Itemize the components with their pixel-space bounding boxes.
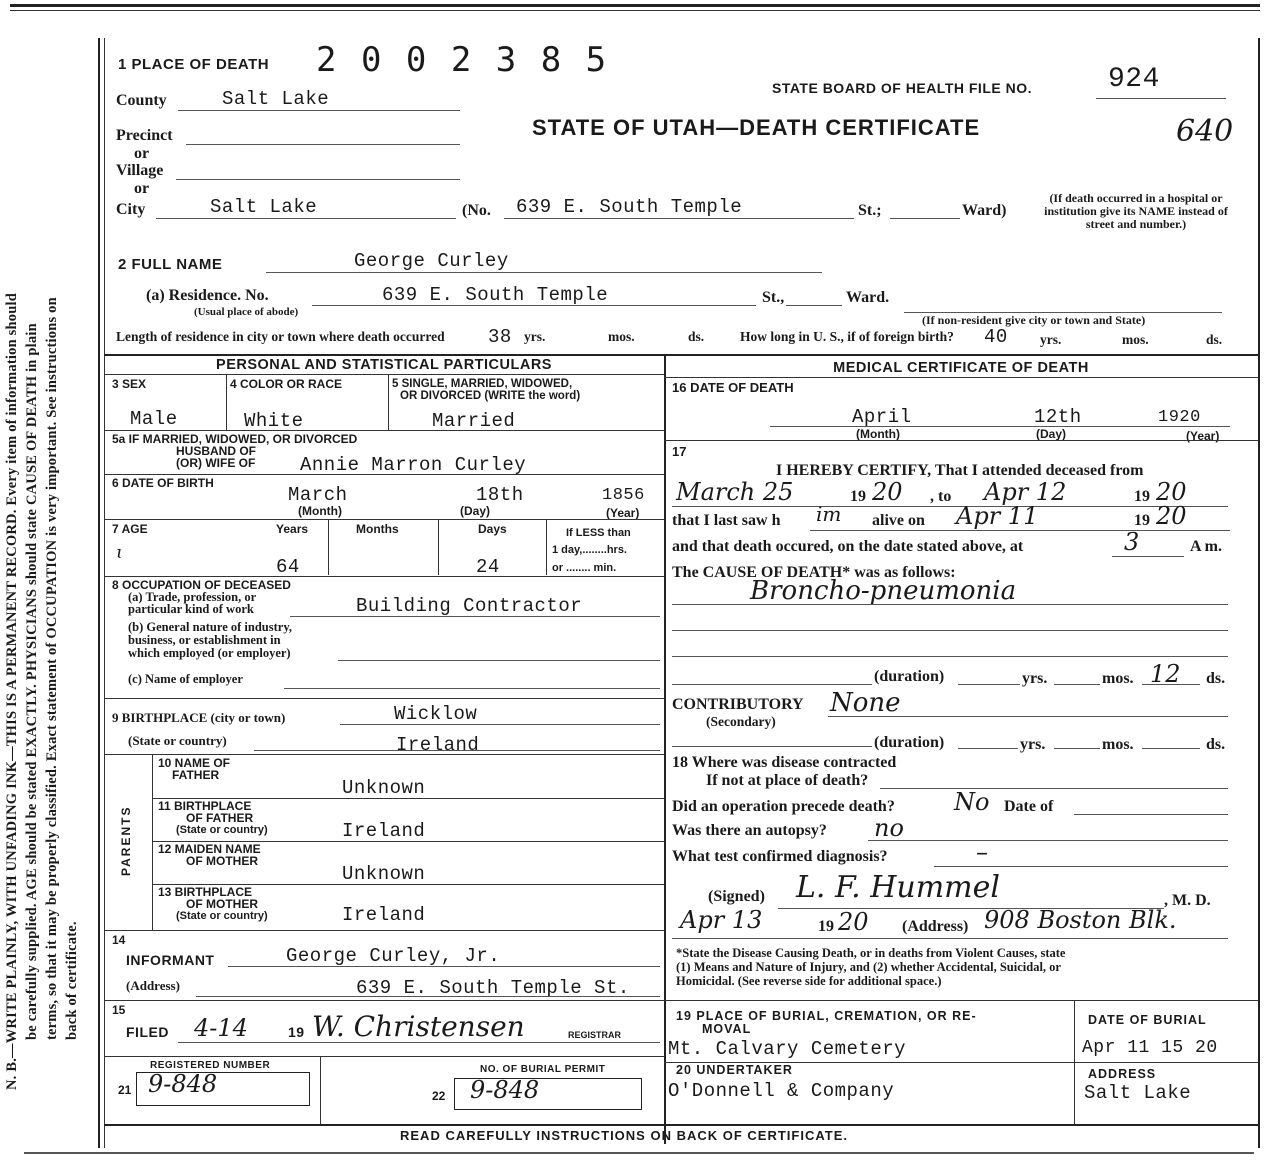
q18-label-1: 18 Where was disease contracted xyxy=(672,754,897,771)
residence-st-label: St., xyxy=(762,289,785,306)
dod-label: 16 DATE OF DEATH xyxy=(672,380,794,395)
informant-label: INFORMANT xyxy=(126,952,215,968)
top-border-inner xyxy=(10,10,1260,11)
spouse-label-1: 5a IF MARRIED, WIDOWED, OR DIVORCED xyxy=(112,432,358,446)
mother-name-label-2: OF MOTHER xyxy=(186,854,258,868)
address-label: (Address) xyxy=(902,918,969,935)
filed-label: FILED xyxy=(126,1024,169,1040)
mother-bp-label-3: (State or country) xyxy=(176,910,268,922)
parents-label: PARENTS xyxy=(119,805,133,876)
operation-label: Did an operation precede death? xyxy=(672,798,895,815)
registrar-label: REGISTRAR xyxy=(568,1030,622,1040)
color-value: White xyxy=(244,410,304,432)
autopsy-value: no xyxy=(874,814,904,842)
last-saw-label: that I last saw h xyxy=(672,512,781,529)
medical-section-title: MEDICAL CERTIFICATE OF DEATH xyxy=(833,360,1089,376)
no-label: (No. xyxy=(462,202,491,219)
alive-date: Apr 11 xyxy=(956,502,1039,530)
father-bp-label-2: OF FATHER xyxy=(186,811,254,825)
full-name-value: George Curley xyxy=(354,250,509,272)
dod-day: 12th xyxy=(1034,406,1082,428)
operation-value: No xyxy=(954,788,990,816)
less-than-1: If LESS than xyxy=(566,527,631,539)
precinct-label: Precinct xyxy=(116,127,173,144)
permit-num: 9-848 xyxy=(470,1076,540,1104)
certify-text: I HEREBY CERTIFY, That I attended deceased from xyxy=(776,462,1144,479)
am-label: A m. xyxy=(1190,538,1222,555)
county-value: Salt Lake xyxy=(222,88,330,110)
residence-ward-label: Ward. xyxy=(846,289,890,306)
dod-day-sub: (Day) xyxy=(1036,427,1067,441)
mother-name-label-1: 12 MAIDEN NAME xyxy=(158,842,261,856)
mos-label: mos. xyxy=(608,329,635,344)
duration-yrs-2: yrs. xyxy=(1020,736,1046,753)
q18-label-2: If not at place of death? xyxy=(706,772,869,789)
county-label: County xyxy=(116,92,167,109)
father-name-label-2: FATHER xyxy=(172,768,220,782)
duration-mos-2: mos. xyxy=(1102,736,1134,753)
filed-date: 4-14 xyxy=(194,1014,248,1042)
footnote-2: (1) Means and Nature of Injury, and (2) whether Accidental, Suicidal, or xyxy=(676,960,1061,974)
or-2: or xyxy=(134,180,150,197)
undertaker-value: O'Donnell & Company xyxy=(668,1080,895,1102)
duration-mos: mos. xyxy=(1102,670,1134,687)
father-name: Unknown xyxy=(342,777,426,799)
age-days: 24 xyxy=(476,556,500,578)
dob-label: 6 DATE OF BIRTH xyxy=(112,476,214,490)
cause-label: The CAUSE OF DEATH* was as follows: xyxy=(672,564,956,581)
mother-name: Unknown xyxy=(342,863,426,885)
duration-label-2: (duration) xyxy=(874,734,945,751)
reg-num: 9-848 xyxy=(148,1070,218,1098)
duration-ds-2: ds. xyxy=(1206,736,1226,753)
occ-b-3: which employed (or employer) xyxy=(128,646,291,660)
autopsy-label: Was there an autopsy? xyxy=(672,822,827,839)
file-no-label: STATE BOARD OF HEALTH FILE NO. xyxy=(772,80,1032,96)
stamp-number: 2 0 0 2 3 8 5 xyxy=(316,40,609,80)
spouse-label-3: (OR) WIFE OF xyxy=(176,456,256,470)
year-3: 20 xyxy=(1156,502,1187,530)
yrs-label: yrs. xyxy=(524,329,546,344)
occured-label: and that death occured, on the date stated above, at xyxy=(672,538,1024,555)
father-name-label-1: 10 NAME OF xyxy=(158,756,231,770)
num-17: 17 xyxy=(672,444,687,459)
mother-bp-label-1: 13 BIRTHPLACE xyxy=(158,885,253,899)
occ-a-1: (a) Trade, profession, or xyxy=(128,590,257,604)
burial-date-label: DATE OF BURIAL xyxy=(1088,1013,1207,1027)
birthplace-country: Ireland xyxy=(396,734,480,756)
left-border-inner xyxy=(104,38,105,1148)
burial-date: Apr 11 15 20 xyxy=(1082,1038,1218,1058)
contributory-label: CONTRIBUTORY xyxy=(672,696,804,713)
age-label: 7 AGE xyxy=(112,522,148,536)
city-value: Salt Lake xyxy=(210,196,318,218)
informant-num: 14 xyxy=(112,933,126,947)
last-saw-hw: im xyxy=(816,502,842,526)
dod-month: April xyxy=(852,406,912,428)
years-col: Years xyxy=(276,522,309,536)
to-label: , to xyxy=(930,488,952,505)
filed-year-prefix: 19 xyxy=(288,1024,305,1040)
sex-label: 3 SEX xyxy=(112,377,147,391)
sex-value: Male xyxy=(130,408,178,430)
attended-from: March 25 xyxy=(676,478,794,506)
undertaker-label: 20 UNDERTAKER xyxy=(676,1063,793,1077)
occ-a-2: particular kind of work xyxy=(128,602,254,616)
yrs-label-2: yrs. xyxy=(1040,332,1062,347)
residence-value: 639 E. South Temple xyxy=(382,284,609,306)
village-label: Village xyxy=(116,162,164,179)
attended-to: Apr 12 xyxy=(984,478,1067,506)
date-of-label: Date of xyxy=(1004,798,1054,815)
hospital-note: (If death occurred in a hospital or institution give its NAME instead of street and number.) xyxy=(1044,191,1228,231)
certificate-title: STATE OF UTAH—DEATH CERTIFICATE xyxy=(532,115,981,140)
marital-label-1: 5 SINGLE, MARRIED, WIDOWED, xyxy=(392,378,573,390)
test-value: – xyxy=(976,838,988,866)
permit-label: NO. OF BURIAL PERMIT xyxy=(480,1064,606,1075)
left-border xyxy=(98,38,100,1148)
signed-label: (Signed) xyxy=(708,888,765,905)
year-2: 20 xyxy=(1156,478,1187,506)
reg-num-label: REGISTERED NUMBER xyxy=(150,1060,271,1071)
duration-ds: ds. xyxy=(1206,670,1226,687)
residence-sub: (Usual place of abode) xyxy=(194,306,299,318)
secondary-label: (Secondary) xyxy=(706,714,776,729)
months-col: Months xyxy=(356,522,399,536)
state-country-label: (State or country) xyxy=(128,733,227,748)
burial-label-1: 19 PLACE OF BURIAL, CREMATION, OR RE- xyxy=(676,1009,977,1023)
birthplace-label: 9 BIRTHPLACE (city or town) xyxy=(112,710,286,725)
st-label: St.; xyxy=(858,202,882,219)
less-than-2: 1 day,........hrs. xyxy=(552,544,627,556)
footnote-1: *State the Disease Causing Death, or in deaths from Violent Causes, state xyxy=(676,946,1066,960)
ut-address-label: ADDRESS xyxy=(1088,1067,1157,1081)
occ-b-2: business, or establishment in xyxy=(128,633,281,647)
permit-prefix: 22 xyxy=(432,1089,446,1103)
ds-label: ds. xyxy=(688,329,705,344)
side-note-2: be carefully supplied. AGE should be stated EXACTLY. PHYSICIANS should state CAUSE OF DEATH in plain xyxy=(24,323,40,1040)
bottom-rule xyxy=(24,1152,1254,1154)
duration-days: 12 xyxy=(1150,660,1181,688)
dob-year-sub: (Year) xyxy=(606,506,640,520)
length-residence-label: Length of residence in city or town where death occurred xyxy=(116,329,445,344)
side-note-3: terms, so that it may be properly classified. Exact statement of OCCUPATION is very important. See instructions on xyxy=(44,297,60,1040)
nineteen-1: 19 xyxy=(850,488,866,505)
marital-label-2: OR DIVORCED (WRITE the word) xyxy=(400,390,581,402)
dob-month-sub: (Month) xyxy=(298,504,342,518)
death-hour: 3 xyxy=(1124,528,1140,556)
length-residence-years: 38 xyxy=(488,326,512,348)
physician-address: 908 Boston Blk. xyxy=(984,906,1177,934)
ut-address: Salt Lake xyxy=(1084,1082,1192,1104)
md-label: , M. D. xyxy=(1164,892,1211,909)
occupation-value: Building Contractor xyxy=(356,595,583,617)
dod-year: 1920 xyxy=(1158,408,1201,427)
spouse-value: Annie Marron Curley xyxy=(300,454,527,476)
city-label: City xyxy=(116,201,146,218)
year-1: 20 xyxy=(872,478,903,506)
us-residence-years: 40 xyxy=(984,326,1008,348)
informant-value: George Curley, Jr. xyxy=(286,945,501,967)
informant-address-label: (Address) xyxy=(126,978,180,993)
spouse-label-2: HUSBAND OF xyxy=(176,444,256,458)
duration-label: (duration) xyxy=(874,668,945,685)
full-name-label: 2 FULL NAME xyxy=(118,256,223,273)
occupation-label: 8 OCCUPATION OF DECEASED xyxy=(112,578,291,592)
file-no-value: 924 xyxy=(1108,64,1160,95)
or-1: or xyxy=(134,145,150,162)
filed-num: 15 xyxy=(112,1003,126,1017)
mos-label-2: mos. xyxy=(1122,332,1149,347)
dob-day: 18th xyxy=(476,484,524,506)
dob-month: March xyxy=(288,484,348,506)
top-border xyxy=(10,4,1260,7)
cause-value: Broncho-pneumonia xyxy=(750,576,1017,606)
test-label: What test confirmed diagnosis? xyxy=(672,848,888,865)
father-birthplace: Ireland xyxy=(342,820,426,842)
age-years: 64 xyxy=(276,556,300,578)
occ-c: (c) Name of employer xyxy=(128,672,243,686)
color-label: 4 COLOR OR RACE xyxy=(230,377,343,391)
nineteen-2: 19 xyxy=(1134,488,1150,505)
personal-section-title: PERSONAL AND STATISTICAL PARTICULARS xyxy=(216,357,552,373)
dob-day-sub: (Day) xyxy=(460,504,491,518)
burial-label-2: MOVAL xyxy=(702,1022,752,1036)
burial-place: Mt. Calvary Cemetery xyxy=(668,1038,907,1060)
right-border xyxy=(1258,38,1260,1148)
reg-num-prefix: 21 xyxy=(118,1083,132,1097)
signed-date: Apr 13 xyxy=(680,906,763,934)
dob-year: 1856 xyxy=(602,486,645,505)
father-bp-label-1: 11 BIRTHPLACE xyxy=(158,799,252,813)
registrar-signature: W. Christensen xyxy=(312,1010,525,1043)
birthplace-city: Wicklow xyxy=(394,703,478,725)
marital-value: Married xyxy=(432,410,516,432)
year-4: 20 xyxy=(838,908,869,936)
nineteen-4: 19 xyxy=(818,918,834,935)
nineteen-3: 19 xyxy=(1134,512,1150,529)
nonresident-note: (If non-resident give city or town and State) xyxy=(922,313,1146,327)
death-address: 639 E. South Temple xyxy=(516,196,743,218)
place-of-death-label: 1 PLACE OF DEATH xyxy=(118,56,270,73)
footer-instructions: READ CAREFULLY INSTRUCTIONS ON BACK OF CERTIFICATE. xyxy=(400,1128,848,1143)
informant-address: 639 E. South Temple St. xyxy=(356,977,630,999)
father-bp-label-3: (State or country) xyxy=(176,824,268,836)
mother-birthplace: Ireland xyxy=(342,904,426,926)
side-note-1: N. B.—WRITE PLAINLY, WITH UNFADING INK—THIS IS A PERMANENT RECORD. Every item of information should xyxy=(4,293,20,1090)
us-residence-label: How long in U. S., if of foreign birth? xyxy=(740,329,954,344)
dod-month-sub: (Month) xyxy=(856,427,900,441)
footnote-3: Homicidal. (See reverse side for additional space.) xyxy=(676,974,942,988)
side-number: 640 xyxy=(1176,114,1234,149)
physician-signature: L. F. Hummel xyxy=(796,870,1000,905)
mother-bp-label-2: OF MOTHER xyxy=(186,897,258,911)
duration-yrs: yrs. xyxy=(1022,670,1048,687)
occ-b-1: (b) General nature of industry, xyxy=(128,620,293,634)
less-than-3: or ........ min. xyxy=(552,562,617,574)
dod-year-sub: (Year) xyxy=(1186,429,1220,443)
age-mark: ɩ xyxy=(116,542,124,563)
alive-on-label: alive on xyxy=(872,512,925,529)
side-note-4: back of certificate. xyxy=(64,921,80,1040)
ds-label-2: ds. xyxy=(1206,332,1223,347)
days-col: Days xyxy=(478,522,507,536)
ward-label: Ward) xyxy=(962,202,1007,219)
residence-label: (a) Residence. No. xyxy=(146,287,269,304)
contributory-value: None xyxy=(830,688,901,718)
